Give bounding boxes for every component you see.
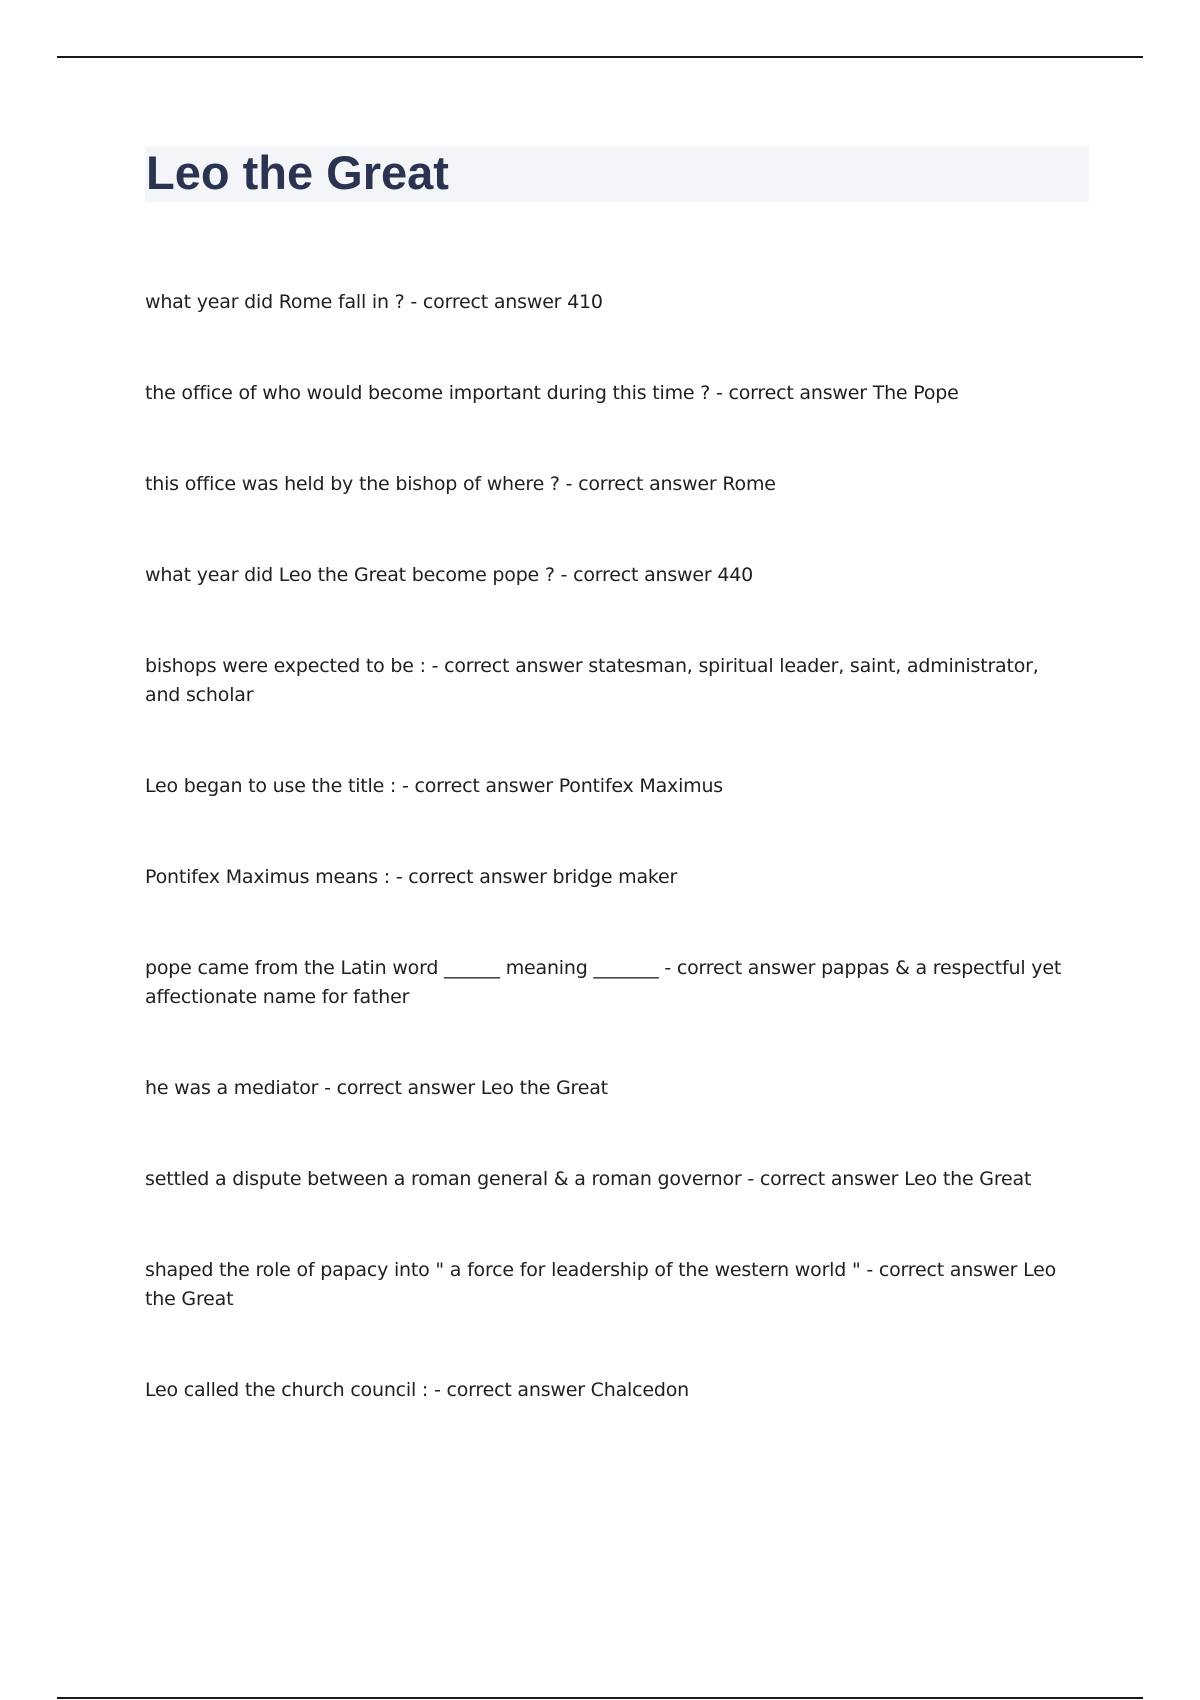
qa-item: bishops were expected to be : - correct answer statesman, spiritual leader, saint, administrator, and scholar (145, 655, 1039, 706)
qa-item: he was a mediator - correct answer Leo the Great (145, 1077, 608, 1099)
qa-item: Leo began to use the title : - correct answer Pontifex Maximus (145, 775, 724, 797)
bottom-divider (57, 1697, 1143, 1699)
qa-item: this office was held by the bishop of where ? - correct answer Rome (145, 473, 776, 495)
qa-item: what year did Leo the Great become pope ? - correct answer 440 (145, 564, 753, 586)
qa-item: shaped the role of papacy into " a force for leadership of the western world " - correct answer Leo the Great (145, 1259, 1057, 1310)
qa-item: pope came from the Latin word ______ meaning _______ - correct answer pappas & a respectful yet affectionate name for father (145, 957, 1062, 1008)
qa-list (145, 288, 1065, 1405)
qa-item: Pontifex Maximus means : - correct answer bridge maker (145, 866, 678, 888)
top-divider (57, 56, 1143, 58)
qa-item: settled a dispute between a roman general & a roman governor - correct answer Leo the Great (145, 1168, 1032, 1190)
qa-item: what year did Rome fall in ? - correct answer 410 (145, 291, 603, 313)
qa-item: the office of who would become important during this time ? - correct answer The Pope (145, 382, 959, 404)
qa-item: Leo called the church council : - correct answer Chalcedon (145, 1379, 689, 1401)
page-title: Leo the Great (146, 146, 449, 199)
